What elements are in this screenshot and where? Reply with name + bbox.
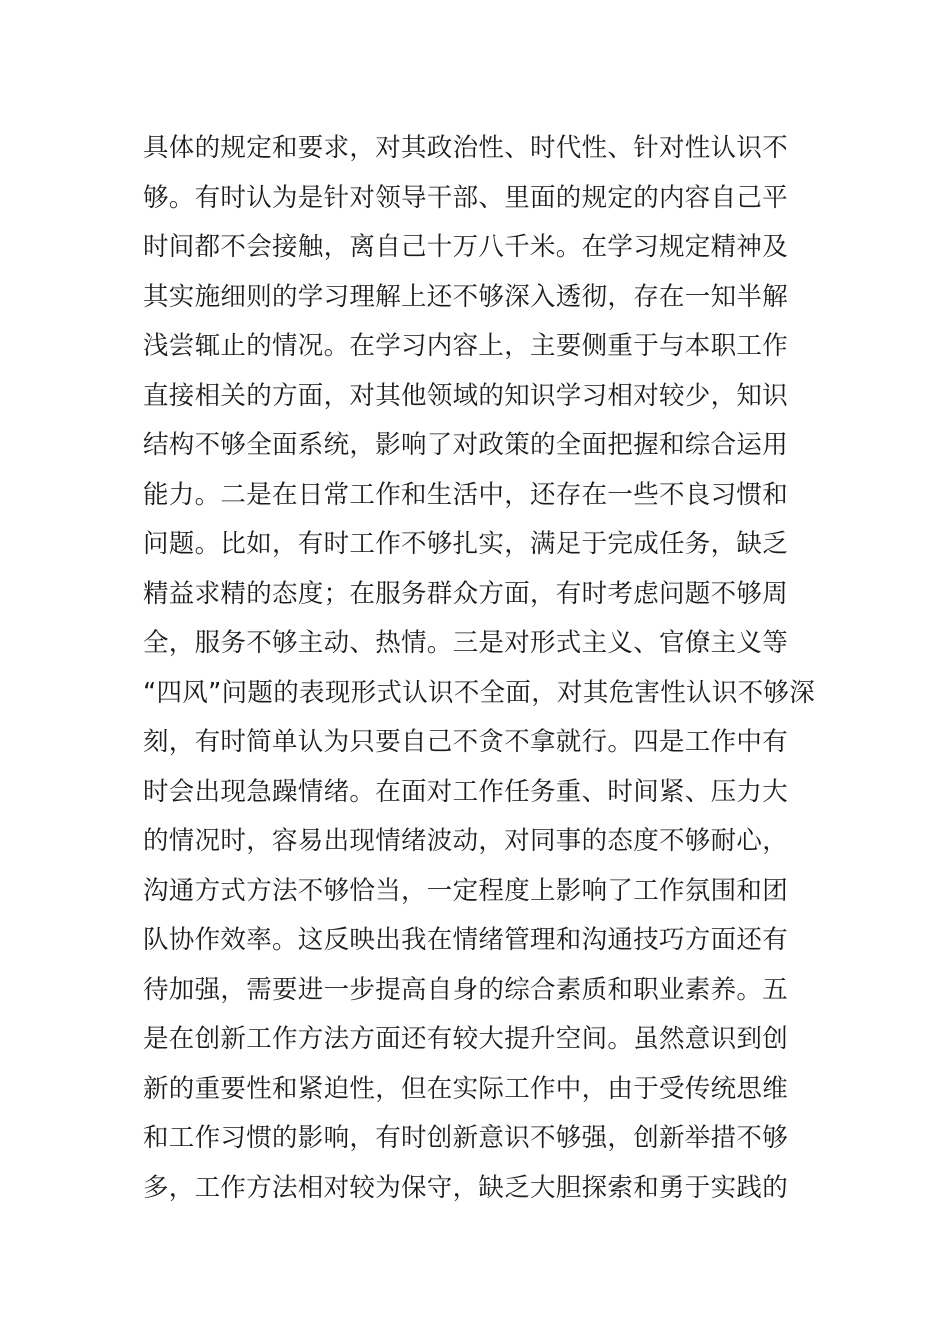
- text-line: 多，工作方法相对较为保守，缺乏大胆探索和勇于实践的: [143, 1172, 789, 1203]
- text-line: 新的重要性和紧迫性，但在实际工作中，由于受传统思维: [143, 1073, 789, 1104]
- text-line: 队协作效率。这反映出我在情绪管理和沟通技巧方面还有: [143, 925, 789, 955]
- text-line: 结构不够全面系统，影响了对政策的全面把握和综合运用: [143, 430, 789, 460]
- text-line: 全，服务不够主动、热情。三是对形式主义、官僚主义等: [143, 628, 789, 658]
- text-line: 问题。比如，有时工作不够扎实，满足于完成任务，缺乏: [143, 529, 789, 559]
- text-line: 时间都不会接触，离自己十万八千米。在学习规定精神及: [143, 232, 789, 262]
- text-line: 和工作习惯的影响，有时创新意识不够强，创新举措不够: [143, 1123, 789, 1153]
- text-line: “四风”问题的表现形式认识不全面，对其危害性认识不够深: [143, 677, 816, 708]
- text-line: 沟通方式方法不够恰当，一定程度上影响了工作氛围和团: [143, 875, 789, 906]
- text-line: 刻，有时简单认为只要自己不贪不拿就行。四是工作中有: [143, 727, 789, 757]
- text-line: 浅尝辄止的情况。在学习内容上，主要侧重于与本职工作: [143, 331, 789, 361]
- text-line: 是在创新工作方法方面还有较大提升空间。虽然意识到创: [143, 1024, 789, 1054]
- text-line: 待加强，需要进一步提高自身的综合素质和职业素养。五: [143, 974, 789, 1005]
- text-line: 时会出现急躁情绪。在面对工作任务重、时间紧、压力大: [143, 776, 789, 807]
- text-line: 能力。二是在日常工作和生活中，还存在一些不良习惯和: [143, 479, 789, 510]
- text-line: 够。有时认为是针对领导干部、里面的规定的内容自己平: [143, 182, 789, 213]
- text-line: 具体的规定和要求，对其政治性、时代性、针对性认识不: [143, 133, 789, 163]
- body-text: [143, 124, 823, 1213]
- text-line: 的情况时，容易出现情绪波动，对同事的态度不够耐心，: [143, 826, 789, 856]
- text-line: 精益求精的态度；在服务群众方面，有时考虑问题不够周: [143, 578, 789, 609]
- text-line: 其实施细则的学习理解上还不够深入透彻，存在一知半解: [143, 281, 789, 312]
- text-line: 直接相关的方面，对其他领域的知识学习相对较少，知识: [143, 380, 789, 411]
